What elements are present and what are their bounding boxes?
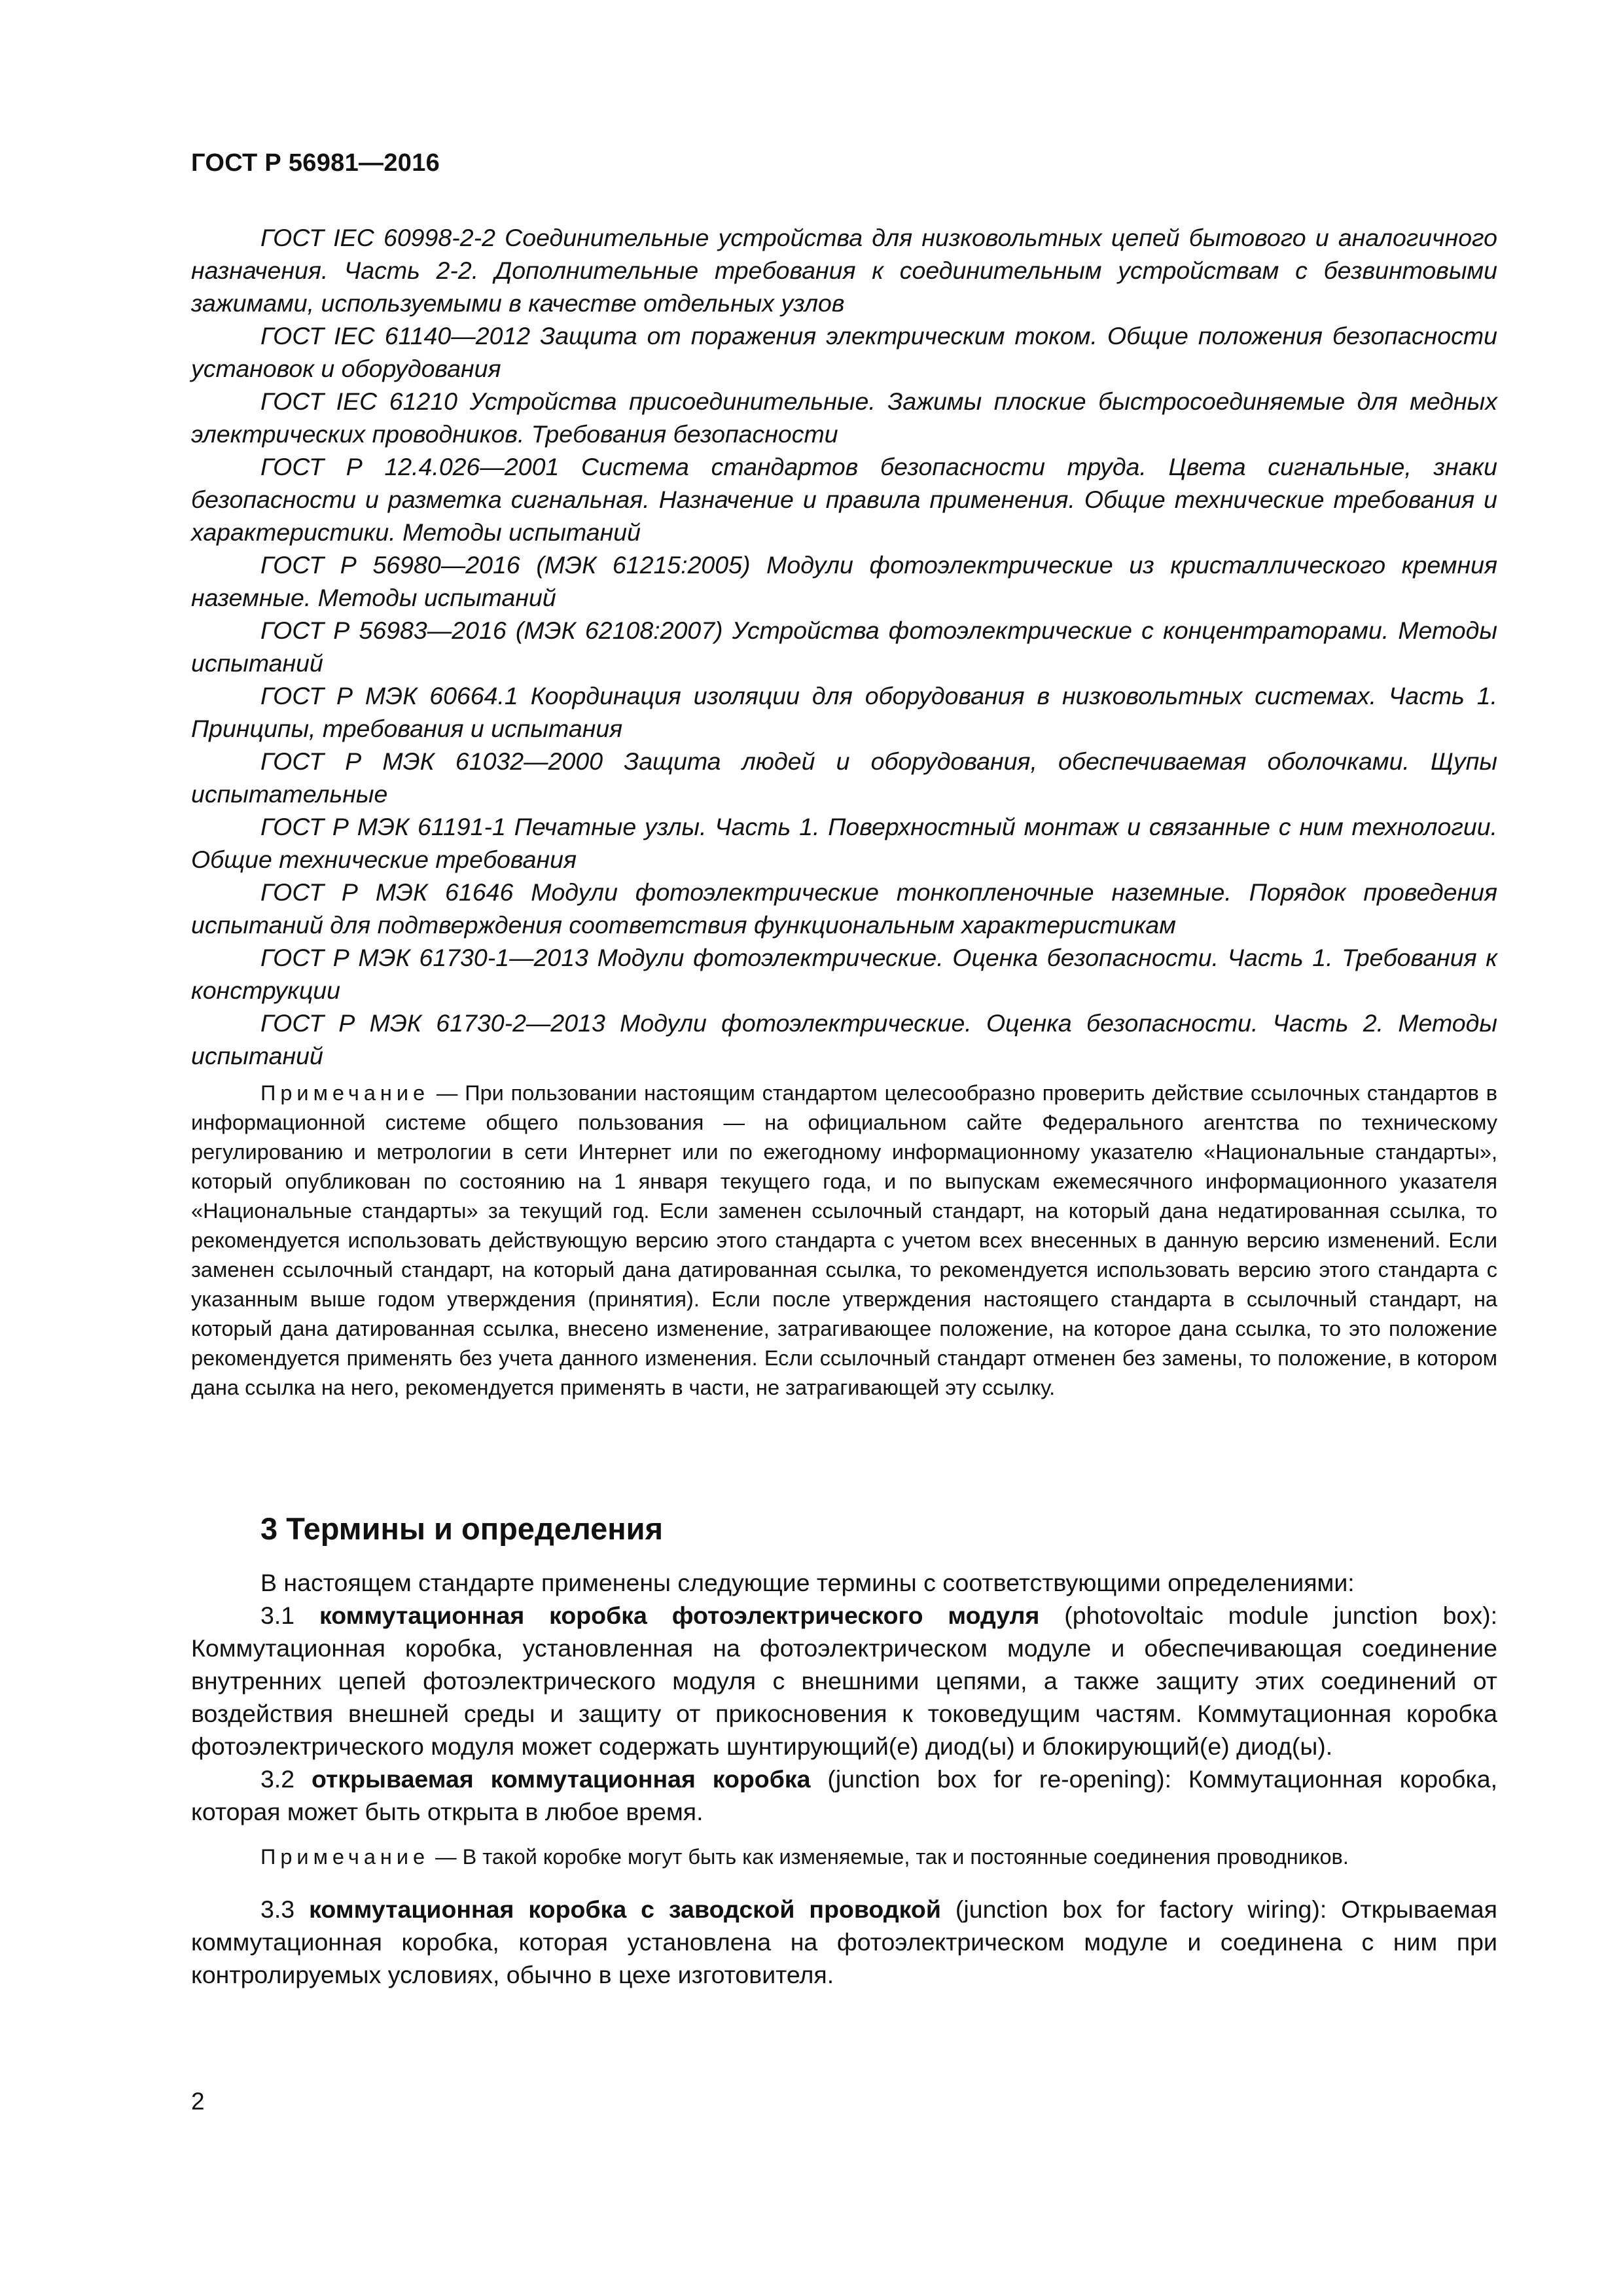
reference-item: ГОСТ IEC 60998-2-2 Соединительные устройства для низковольтных цепей бытового и аналогичного назначения. Часть 2-2. Дополнительные требования к соединительным устройствам с безвинтовыми зажимами, используемыми в качестве отдельных узлов bbox=[191, 224, 1497, 317]
reference-item: ГОСТ Р 56983—2016 (МЭК 62108:2007) Устройства фотоэлектрические с концентраторами. Методы испытаний bbox=[191, 617, 1497, 677]
term-name: коммутационная коробка с заводской проводкой bbox=[309, 1895, 941, 1923]
term-entry bbox=[191, 1763, 1497, 1828]
terms-section bbox=[191, 1566, 1497, 1991]
references-note bbox=[191, 1079, 1497, 1403]
normative-references-list bbox=[191, 221, 1497, 1072]
note-text: — В такой коробке могут быть как изменяемые, так и постоянные соединения проводников. bbox=[429, 1845, 1349, 1869]
section-title: 3 Термины и определения bbox=[260, 1511, 663, 1546]
note-label: Примечание bbox=[260, 1081, 430, 1105]
reference-item: ГОСТ Р МЭК 61730-2—2013 Модули фотоэлектрические. Оценка безопасности. Часть 2. Методы испытаний bbox=[191, 1009, 1497, 1069]
reference-item: ГОСТ Р МЭК 61191-1 Печатные узлы. Часть 1. Поверхностный монтаж и связанные с ним технологии. Общие технические требования bbox=[191, 813, 1497, 873]
reference-item: ГОСТ Р МЭК 60664.1 Координация изоляции для оборудования в низковольтных системах. Часть 1. Принципы, требования и испытания bbox=[191, 682, 1497, 742]
reference-item: ГОСТ Р МЭК 61032—2000 Защита людей и оборудования, обеспечиваемая оболочками. Щупы испытательные bbox=[191, 747, 1497, 808]
section-intro: В настоящем стандарте применены следующие термины с соответствующими определениями: bbox=[260, 1569, 1355, 1596]
term-note bbox=[191, 1842, 1497, 1872]
term-number: 3.2 bbox=[260, 1765, 312, 1793]
reference-item: ГОСТ Р МЭК 61730-1—2013 Модули фотоэлектрические. Оценка безопасности. Часть 1. Требования к конструкции bbox=[191, 944, 1497, 1004]
term-definition: (junction box for re-opening): Коммутационная коробка, которая может быть открыта в любое время. bbox=[191, 1765, 1497, 1825]
term-number: 3.3 bbox=[260, 1895, 310, 1923]
page-number: 2 bbox=[191, 2088, 205, 2115]
term-definition: (photovoltaic module junction box): Коммутационная коробка, установленная на фотоэлектрическом модуле и обеспечивающая соединение внутренних цепей фотоэлектрического модуля с внешними цепями, а также защиту этих соединений от воздействия внешней среды и защиту от прикосновения к токоведущим частям. Коммутационная коробка фотоэлектрического модуля может содержать шунтирующий(е) диод(ы) и блокирующий(е) диод(ы). bbox=[191, 1602, 1497, 1760]
reference-item: ГОСТ IEC 61140—2012 Защита от поражения электрическим током. Общие положения безопасности установок и оборудования bbox=[191, 322, 1497, 382]
term-name: коммутационная коробка фотоэлектрического модуля bbox=[319, 1602, 1040, 1629]
term-entry bbox=[191, 1599, 1497, 1763]
document-header: ГОСТ Р 56981—2016 bbox=[191, 149, 440, 177]
term-entry bbox=[191, 1893, 1497, 1991]
note-label: Примечание bbox=[260, 1845, 430, 1869]
reference-item: ГОСТ Р 12.4.026—2001 Система стандартов безопасности труда. Цвета сигнальные, знаки безопасности и разметка сигнальная. Назначение и правила применения. Общие технические требования и характеристики. Методы испытаний bbox=[191, 453, 1497, 546]
term-number: 3.1 bbox=[260, 1602, 319, 1629]
term-definition: (junction box for factory wiring): Открываемая коммутационная коробка, которая установлена на фотоэлектрическом модуле и соединена с ним при контролируемых условиях, обычно в цехе изготовителя. bbox=[191, 1895, 1497, 1988]
reference-item: ГОСТ Р 56980—2016 (МЭК 61215:2005) Модули фотоэлектрические из кристаллического кремния наземные. Методы испытаний bbox=[191, 551, 1497, 611]
note-text: — При пользовании настоящим стандартом целесообразно проверить действие ссылочных стандартов в информационной системе общего пользования — на официальном сайте Федерального агентства по техническому регулированию и метрологии в сети Интернет или по ежегодному информационному указателю «Национальные стандарты», который опубликован по состоянию на 1 января текущего года, и по выпускам ежемесячного информационного указателя «Национальные стандарты» за текущий год. Если заменен ссылочный стандарт, на который дана недатированная ссылка, то рекомендуется использовать действующую версию этого стандарта с учетом всех внесенных в данную версию изменений. Если заменен ссылочный стандарт, на который дана датированная ссылка, то рекомендуется использовать версию этого стандарта с указанным выше годом утверждения (принятия). Если после утверждения настоящего стандарта в ссылочный стандарт, на который дана датированная ссылка, внесено изменение, затрагивающее положение, на которое дана ссылка, то это положение рекомендуется применять без учета данного изменения. Если ссылочный стандарт отменен без замены, то положение, в котором дана ссылка на него, рекомендуется применять в части, не затрагивающей эту ссылку. bbox=[191, 1081, 1497, 1399]
term-name: открываемая коммутационная коробка bbox=[311, 1765, 811, 1793]
reference-item: ГОСТ IEC 61210 Устройства присоединительные. Зажимы плоские быстросоединяемые для медных электрических проводников. Требования безопасности bbox=[191, 387, 1497, 448]
reference-item: ГОСТ Р МЭК 61646 Модули фотоэлектрические тонкопленочные наземные. Порядок проведения испытаний для подтверждения соответствия функциональным характеристикам bbox=[191, 878, 1497, 939]
